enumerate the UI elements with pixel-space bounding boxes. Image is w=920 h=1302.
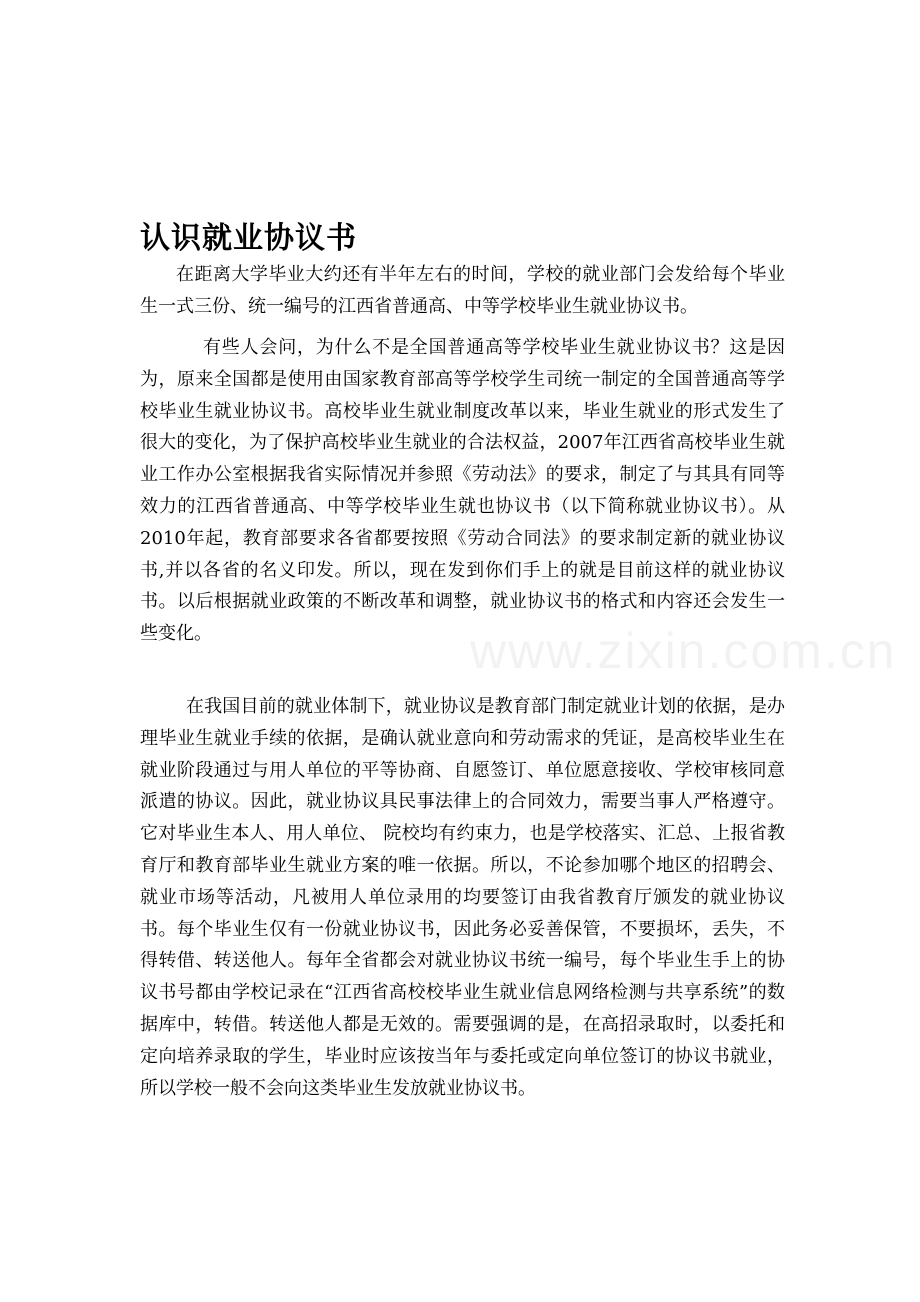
paragraph-3: 在我国目前的就业体制下，就业协议是教育部门制定就业计划的依据，是办理毕业生就业手续的依据，是确认就业意向和劳动需求的凭证，是高校毕业生在就业阶段通过与用人单位的平等协商、自愿签订、单位愿意接收、学校审核同意派遣的协议。因此，就业协议具民事法律上的合同效力，需要当事人严格遵守。它对毕业生本人、用人单位、 院校均有约束力，也是学校落实、汇总、上报省教育厅和教育部毕业生就业方案的唯一依据。所以，不论参加哪个地区的招聘会、就业市场等活动，凡被用人单位录用的均要签订由我省教育厅颁发的就业协议书。每个毕业生仅有一份就业协议书，因此务必妥善保管，不要损坏，丢失，不得转借、转送他人。每年全省都会对就业协议书统一编号，每个毕业生手上的协议书号都由学校记录在“江西省高校校毕业生就业信息网络检测与共享系统”的数据库中，转借。转送他人都是无效的。需要强调的是，在高招录取时，以委托和定向培养录取的学生，毕业时应该按当年与委托或定向单位签订的协议书就业，所以学校一般不会向这类毕业生发放就业协议书。 <box>140 696 785 1099</box>
document-title: 认识就业协议书 <box>140 221 357 256</box>
paragraph-1: 在距离大学毕业大约还有半年左右的时间，学校的就业部门会发给每个毕业生一式三份、统一编号的江西省普通高、中等学校毕业生就业协议书。 <box>140 264 785 317</box>
paragraph-2: 有些人会问，为什么不是全国普通高等学校毕业生就业协议书？这是因为，原来全国都是使用由国家教育部高等学校学生司统一制定的全国普通高等学校毕业生就业协议书。高校毕业生就业制度改革以来，毕业生就业的形式发生了很大的变化，为了保护高校毕业生就业的合法权益，2007年江西省高校毕业生就业工作办公室根据我省实际情况并参照《劳动法》的要求，制定了与其具有同等效力的江西省普通高、中等学校毕业生就也协议书（以下简称就业协议书）。从2010年起，教育部要求各省都要按照《劳动合同法》的要求制定新的就业协议书,并以各省的名义印发。所以，现在发到你们手上的就是目前这样的就业协议书。以后根据就业政策的不断改革和调整，就业协议书的格式和内容还会发生一些变化。 <box>140 337 785 645</box>
watermark: www.zixin.com.cn <box>470 623 897 679</box>
